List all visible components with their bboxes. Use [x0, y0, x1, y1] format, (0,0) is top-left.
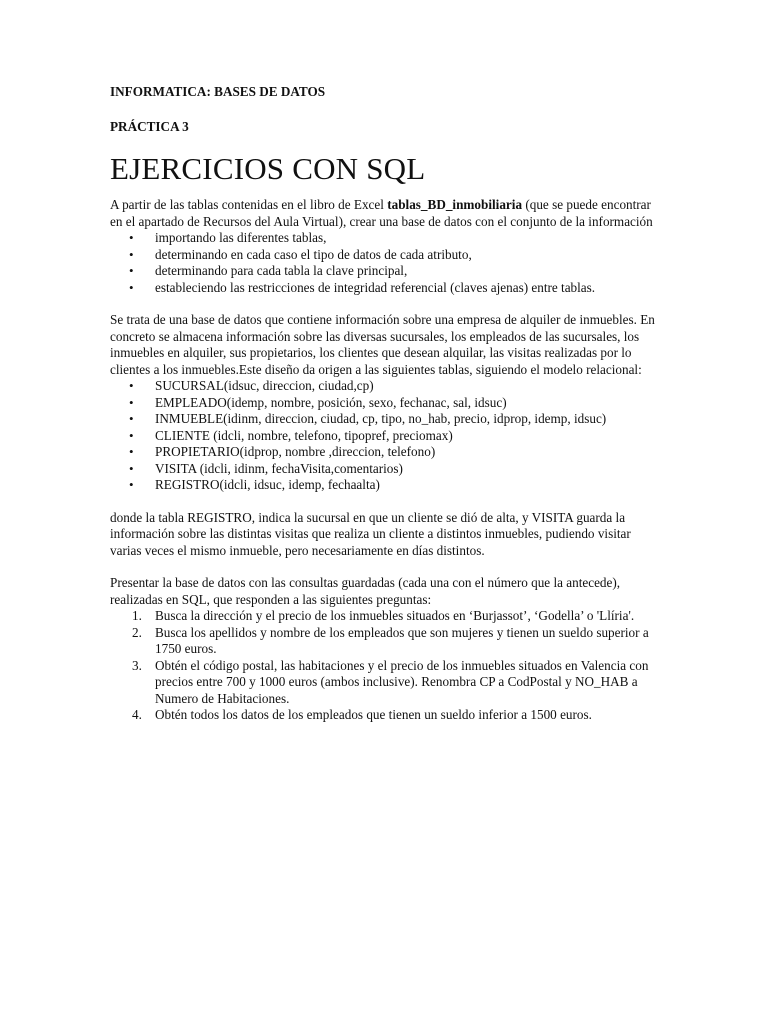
list-item: • CLIENTE (idcli, nombre, telefono, tipopref, preciomax) — [110, 428, 656, 445]
practice-heading: PRÁCTICA 3 — [110, 118, 189, 134]
list-item — [110, 608, 656, 625]
list-item: • estableciendo las restricciones de integridad referencial (claves ajenas) entre tablas. — [110, 280, 656, 297]
list-item: • EMPLEADO(idemp, nombre, posición, sexo, fechanac, sal, idsuc) — [110, 395, 656, 412]
list-item: • determinando para cada tabla la clave principal, — [110, 263, 656, 280]
list-item: • determinando en cada caso el tipo de datos de cada atributo, — [110, 247, 656, 264]
instructions-paragraph: Presentar la base de datos con las consultas guardadas (cada una con el número que la antecede), realizadas en SQL, que responden a las siguientes preguntas: — [110, 575, 621, 607]
questions-list — [110, 608, 656, 724]
list-item: • SUCURSAL(idsuc, direccion, ciudad,cp) — [110, 378, 656, 395]
intro-paragraph — [110, 197, 656, 230]
tables-list — [110, 378, 656, 494]
list-item — [110, 707, 656, 724]
list-item: • importando las diferentes tablas, — [110, 230, 656, 247]
question-text: Obtén todos los datos de los empleados que tienen un sueldo inferior a 1500 euros. — [155, 707, 592, 722]
description-paragraph: Se trata de una base de datos que contiene información sobre una empresa de alquiler de inmuebles. En concreto se almacena información sobre las diversas sucursales, los empleados de las sucursales, los inmuebles en alquiler, sus propietarios, los clientes que desean alquilar, las visitas realizadas por lo clientes a los inmuebles.Este diseño da origen a las siguientes tablas, siguiendo el modelo relacional: — [110, 312, 655, 377]
excel-filename: tablas_BD_inmobiliaria — [387, 197, 523, 212]
question-text: Busca los apellidos y nombre de los empleados que son mujeres y tienen un sueldo superior a 1750 euros. — [155, 624, 649, 656]
list-item — [110, 625, 656, 658]
course-heading: INFORMATICA: BASES DE DATOS — [110, 84, 326, 99]
question-number: 3. — [132, 657, 142, 673]
steps-list — [110, 230, 656, 296]
question-number: 4. — [132, 707, 142, 722]
list-item: • INMUEBLE(idinm, direccion, ciudad, cp, tipo, no_hab, precio, idprop, idemp, idsuc) — [110, 411, 656, 428]
note-paragraph: donde la tabla REGISTRO, indica la sucursal en que un cliente se dió de alta, y VISITA guarda la información sobre las distintas visitas que realiza un cliente a distintos inmuebles, pudiendo visitar varias veces el mismo inmueble, pero necesariamente en días distintos. — [110, 509, 631, 558]
list-item: • REGISTRO(idcli, idsuc, idemp, fechaalta) — [110, 477, 656, 494]
page-title: EJERCICIOS CON SQL — [110, 151, 426, 186]
question-text: Obtén el código postal, las habitaciones y el precio de los inmuebles situados en Valencia con precios entre 700 y 1000 euros (ambos inclusive). Renombra CP a CodPostal y NO_HAB a Numero de Habitaciones. — [155, 657, 649, 706]
question-number: 1. — [132, 608, 142, 623]
question-number: 2. — [132, 624, 142, 640]
intro-text-after: (que se puede encontrar en el apartado de Recursos del Aula Virtual), crear una base de datos con el conjunto de la información — [110, 197, 653, 229]
list-item — [110, 658, 656, 708]
document-page — [110, 84, 656, 724]
list-item: • PROPIETARIO(idprop, nombre ,direccion, telefono) — [110, 444, 656, 461]
question-text: Busca la dirección y el precio de los inmuebles situados en ‘Burjassot’, ‘Godella’ o 'Llíria'. — [155, 608, 635, 623]
list-item: • VISITA (idcli, idinm, fechaVisita,comentarios) — [110, 461, 656, 478]
intro-text-before: A partir de las tablas contenidas en el libro de Excel — [110, 197, 388, 212]
